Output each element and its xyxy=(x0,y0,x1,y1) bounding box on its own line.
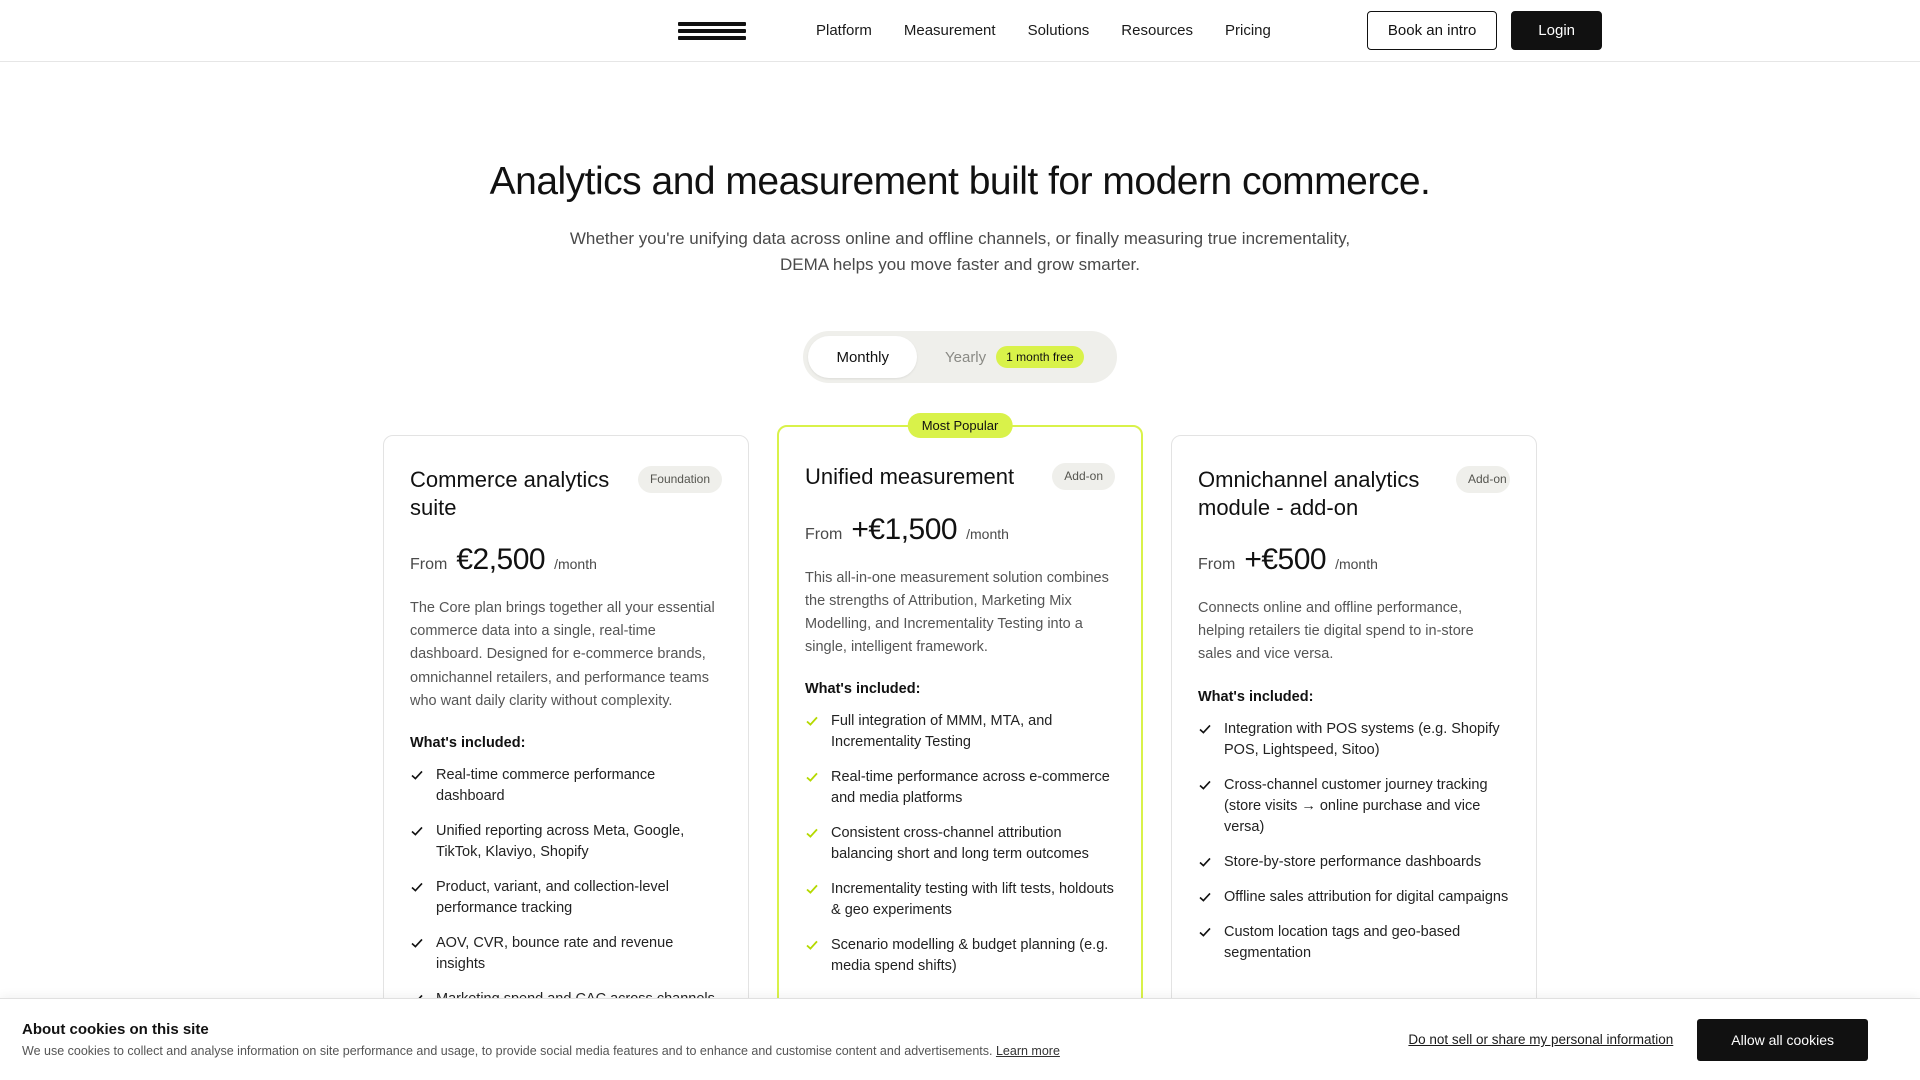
plan-included-title: What's included: xyxy=(805,681,921,698)
list-item xyxy=(805,879,1115,921)
list-item xyxy=(1198,719,1510,761)
plan-price-period: /month xyxy=(966,525,1009,542)
nav-item-pricing[interactable]: Pricing xyxy=(1225,22,1271,39)
billing-toggle-yearly[interactable] xyxy=(917,336,1112,378)
pricing-card-commerce-analytics-suite xyxy=(383,435,749,1055)
feature-text: Store-by-store performance dashboards xyxy=(1224,853,1482,870)
plan-price: +€1,500 xyxy=(851,512,958,546)
price-from-label: From xyxy=(805,525,843,543)
feature-text: Real-time commerce performance dashboard xyxy=(436,766,656,804)
feature-text: Unified reporting across Meta, Google, TikTok, Klaviyo, Shopify xyxy=(436,822,685,860)
feature-text: Integration with POS systems (e.g. Shopify POS, Lightspeed, Sitoo) xyxy=(1224,720,1500,758)
billing-toggle-monthly-label: Monthly xyxy=(836,348,889,366)
plan-feature-list xyxy=(1198,719,1510,964)
list-item xyxy=(805,935,1115,977)
check-icon xyxy=(1198,778,1212,792)
list-item xyxy=(410,765,722,807)
feature-text: Custom location tags and geo-based segmentation xyxy=(1224,923,1461,961)
plan-feature-list xyxy=(410,765,722,1010)
page-subtitle: Whether you're unifying data across online and offline channels, or finally measuring true incrementality, DEMA helps you move faster and grow smarter. xyxy=(569,229,1351,274)
plan-description: Connects online and offline performance, helping retailers tie digital spend to in-store sales and vice versa. xyxy=(1198,600,1474,663)
plan-price: +€500 xyxy=(1244,543,1327,576)
cookie-description-text: We use cookies to collect and analyse information on site performance and usage, to provide social media features and to enhance and customise content and advertisements. xyxy=(22,1044,993,1058)
feature-text: Consistent cross-channel attribution balancing short and long term outcomes xyxy=(831,825,1089,863)
plan-price-row xyxy=(410,543,722,577)
cookie-banner xyxy=(0,998,1920,1080)
plan-included-title: What's included: xyxy=(1198,688,1314,705)
check-icon xyxy=(410,936,424,950)
nav-item-resources[interactable]: Resources xyxy=(1121,22,1193,39)
card-header xyxy=(1198,466,1510,521)
plan-price-row xyxy=(805,513,1115,547)
learn-more-link[interactable]: Learn more xyxy=(995,1044,1060,1058)
nav-item-measurement[interactable]: Measurement xyxy=(903,22,996,39)
list-item xyxy=(410,933,722,975)
list-item xyxy=(1198,775,1510,838)
list-item xyxy=(805,823,1115,865)
plan-description: The Core plan brings together all your essential commerce data into a single, real-time dashboard. Designed for e-commerce brands, omnichannel retailers, and performance teams who want daily clarity without complexity. xyxy=(410,600,715,709)
book-intro-button[interactable]: Book an intro xyxy=(1367,11,1497,50)
pricing-card-unified-measurement xyxy=(777,418,1143,1035)
plan-price-row xyxy=(1198,543,1510,577)
nav-item-platform[interactable]: Platform xyxy=(816,22,872,39)
check-icon xyxy=(410,880,424,894)
site-header xyxy=(0,0,1920,62)
list-item xyxy=(1198,852,1510,873)
plan-title: Omnichannel analytics module - add-on xyxy=(1198,467,1420,520)
logo[interactable] xyxy=(358,22,746,40)
most-popular-badge: Most Popular xyxy=(908,413,1013,438)
list-item xyxy=(805,711,1115,753)
plan-tag: Foundation xyxy=(638,466,722,493)
pricing-card-omnichannel-analytics-module xyxy=(1171,435,1537,1055)
billing-toggle-yearly-label: Yearly xyxy=(945,348,987,366)
plan-tag: Add-on xyxy=(1052,463,1115,490)
check-icon xyxy=(805,938,819,952)
feature-text: Full integration of MMM, MTA, and Incrementality Testing xyxy=(831,713,1053,751)
check-icon xyxy=(410,768,424,782)
nav-item-solutions[interactable]: Solutions xyxy=(1027,22,1090,39)
check-icon xyxy=(410,824,424,838)
feature-text: Scenario modelling & budget planning (e.g. media spend shifts) xyxy=(831,937,1109,975)
list-item xyxy=(410,821,722,863)
plan-title: Unified measurement xyxy=(805,464,1015,489)
cookie-actions xyxy=(1408,1019,1898,1061)
yearly-discount-badge: 1 month free xyxy=(996,346,1083,368)
check-icon xyxy=(1198,890,1212,904)
page-title: Analytics and measurement built for modern commerce. xyxy=(489,160,1431,203)
check-icon xyxy=(805,826,819,840)
feature-text: AOV, CVR, bounce rate and revenue insights xyxy=(436,935,674,973)
plan-description: This all-in-one measurement solution combines the strengths of Attribution, Marketing Mix Modelling, and Incrementality Testing into a single, intelligent framework. xyxy=(805,569,1109,656)
check-icon xyxy=(1198,722,1212,736)
hero-section xyxy=(0,62,1920,277)
card-header xyxy=(410,466,722,521)
allow-all-cookies-button[interactable]: Allow all cookies xyxy=(1697,1019,1868,1061)
plan-feature-list xyxy=(805,711,1115,977)
check-icon xyxy=(805,882,819,896)
billing-toggle xyxy=(803,331,1116,383)
pricing-cards xyxy=(0,418,1920,1080)
check-icon xyxy=(805,714,819,728)
feature-text: Real-time performance across e-commerce and media platforms xyxy=(831,769,1110,807)
check-icon xyxy=(805,770,819,784)
check-icon xyxy=(1198,855,1212,869)
list-item xyxy=(1198,922,1510,964)
feature-text: Cross-channel customer journey tracking (store visits → online purchase and vice versa) xyxy=(1224,776,1488,835)
do-not-sell-button[interactable]: Do not sell or share my personal information xyxy=(1408,1032,1674,1047)
cookie-banner-description xyxy=(22,1044,1060,1058)
logo-mark xyxy=(678,22,746,40)
main-navigation xyxy=(816,22,1271,39)
billing-toggle-wrap xyxy=(0,331,1920,383)
plan-included-title: What's included: xyxy=(410,734,526,751)
feature-text: Incrementality testing with lift tests, holdouts & geo experiments xyxy=(831,881,1114,919)
login-button[interactable]: Login xyxy=(1511,11,1602,50)
list-item xyxy=(1198,887,1510,908)
plan-price-period: /month xyxy=(1335,556,1378,572)
cookie-banner-title: About cookies on this site xyxy=(22,1021,209,1038)
price-from-label: From xyxy=(1198,556,1236,573)
feature-text: Offline sales attribution for digital campaigns xyxy=(1224,888,1509,905)
cookie-text xyxy=(22,1021,1060,1058)
list-item xyxy=(805,767,1115,809)
list-item xyxy=(410,877,722,919)
feature-text: Product, variant, and collection-level performance tracking xyxy=(436,879,669,917)
plan-title: Commerce analytics suite xyxy=(410,467,610,520)
plan-price-period: /month xyxy=(554,556,597,572)
billing-toggle-monthly[interactable] xyxy=(808,336,917,378)
plan-tag: Add-on xyxy=(1456,466,1510,493)
price-from-label: From xyxy=(410,556,448,573)
card-header xyxy=(805,463,1115,491)
check-icon xyxy=(1198,925,1212,939)
plan-price: €2,500 xyxy=(456,543,546,576)
header-actions xyxy=(1367,11,1602,50)
